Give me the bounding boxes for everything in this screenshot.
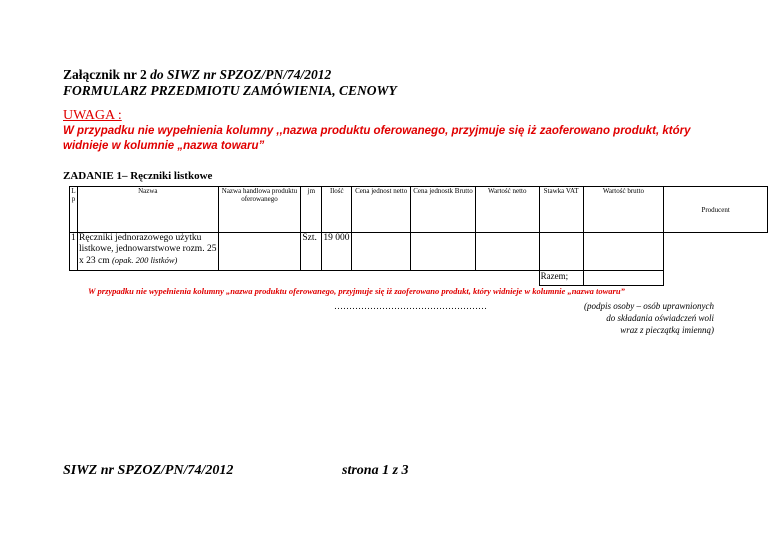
total-row — [70, 271, 768, 286]
footer-page-number: strona 1 z 3 — [342, 463, 409, 478]
row-cena-brutto[interactable] — [411, 233, 476, 271]
table-header-row — [70, 187, 768, 233]
row-jm: Szt. — [301, 233, 322, 271]
header-cena-netto: Cena jednost netto — [352, 187, 411, 233]
header-lp: L p — [70, 187, 78, 233]
total-wartosc-brutto[interactable] — [583, 271, 664, 286]
attachment-number: Załącznik nr 2 — [63, 67, 147, 82]
warning-text: W przypadku nie wypełnienia kolumny ,,nazwa produktu oferowanego, przyjmuje się iż zaoferowano produkt, który widnieje w kolumnie „nazwa towaru” — [63, 125, 691, 152]
attachment-title — [63, 67, 331, 83]
footer-document-ref: SIWZ nr SPZOZ/PN/74/2012 — [63, 463, 234, 478]
section-title: ZADANIE 1– Ręczniki listkowe — [63, 170, 213, 182]
form-title: FORMULARZ PRZEDMIOTU ZAMÓWIENIA, CENOWY — [63, 83, 397, 98]
signature-line1: (podpis osoby – osób uprawnionych — [584, 301, 714, 311]
row-lp: 1 — [70, 233, 78, 271]
header-nazwa-handlowa: Nazwa handlowa produktu oferowanego — [218, 187, 301, 233]
row-ilosc: 19 000 — [322, 233, 352, 271]
signature-dots: …………………………………………… — [334, 301, 487, 311]
signature-line3: wraz z pieczątką imienną) — [620, 325, 714, 335]
signature-caption — [520, 300, 714, 336]
header-wartosc-netto: Wartość netto — [475, 187, 539, 233]
row-nazwa-note: (opak. 200 listków) — [111, 255, 178, 265]
warning-heading: UWAGA : — [63, 108, 122, 123]
price-table — [69, 186, 768, 286]
signature-line2: do składania oświadczeń woli — [606, 313, 714, 323]
bottom-note: W przypadku nie wypełnienia kolumny „nazwa produktu oferowanego, przyjmuje się iż zaoferowano produkt, który widnieje w kolumnie „nazwa towaru” — [88, 286, 625, 296]
row-nazwa-handlowa[interactable] — [218, 233, 301, 271]
row-wartosc-brutto[interactable] — [583, 233, 664, 271]
header-nazwa: Nazwa — [77, 187, 218, 233]
header-stawka-vat: Stawka VAT — [539, 187, 583, 233]
total-label: Razem; — [539, 271, 583, 286]
header-wartosc-brutto: Wartość brutto — [583, 187, 664, 233]
attachment-ref: do SIWZ nr SPZOZ/PN/74/2012 — [146, 67, 332, 82]
header-producent: Producent — [664, 187, 768, 233]
header-ilosc: Ilość — [322, 187, 352, 233]
table-row — [70, 233, 768, 271]
row-nazwa — [77, 233, 218, 271]
row-cena-netto[interactable] — [352, 233, 411, 271]
header-jm: jm — [301, 187, 322, 233]
row-stawka-vat[interactable] — [539, 233, 583, 271]
row-nazwa-main: Ręczniki jednorazowego użytku listkowe, jednowarstwowe rozm. 25 x 23 cm — [78, 233, 217, 266]
row-wartosc-netto[interactable] — [475, 233, 539, 271]
header-cena-brutto: Cena jednostk Brutto — [411, 187, 476, 233]
